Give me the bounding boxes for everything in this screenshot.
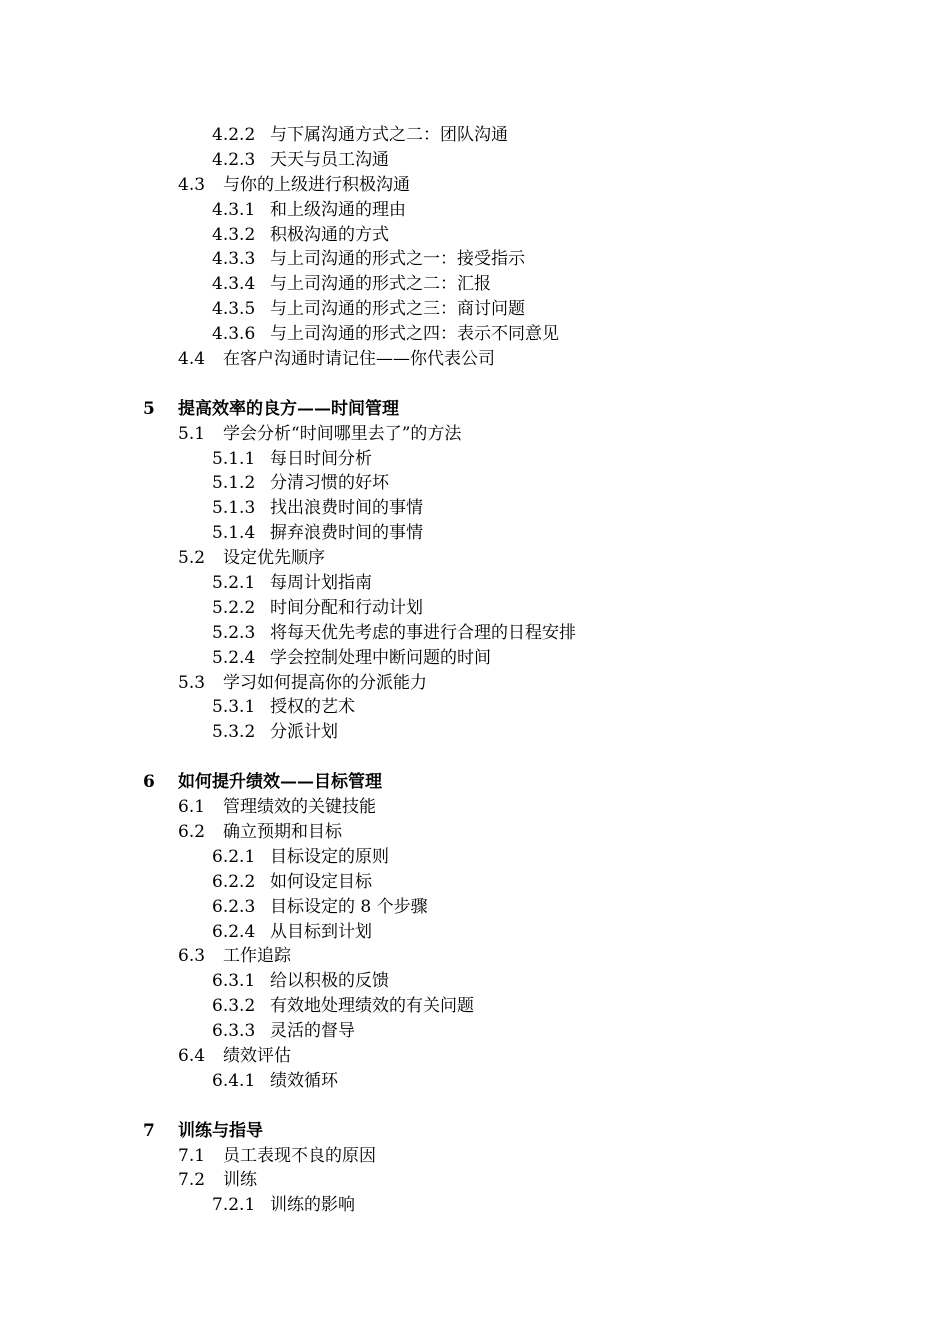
toc-entry-number: 5.1 xyxy=(178,423,206,444)
toc-entry-title: 目标设定的 8 个步骤 xyxy=(270,896,428,917)
toc-entry-title: 绩效循环 xyxy=(270,1070,338,1091)
toc-section-entry xyxy=(0,1144,950,1169)
toc-subsection-entry xyxy=(0,322,950,347)
toc-entry-title: 给以积极的反馈 xyxy=(270,971,389,992)
toc-subsection-entry xyxy=(0,969,950,994)
toc-entry-number: 6.3.2 xyxy=(212,996,256,1017)
toc-section-entry xyxy=(0,1044,950,1069)
toc-subsection-entry xyxy=(0,646,950,671)
toc-entry-title: 如何提升绩效——目标管理 xyxy=(178,772,382,793)
toc-entry-number: 6.1 xyxy=(178,797,206,818)
toc-entry-number: 5.1.4 xyxy=(212,523,256,544)
toc-entry-number: 6.2.3 xyxy=(212,896,256,917)
toc-subsection-entry xyxy=(0,994,950,1019)
toc-subsection-entry xyxy=(0,1193,950,1218)
toc-entry-title: 训练与指导 xyxy=(178,1120,263,1141)
toc-section-entry xyxy=(0,347,950,372)
toc-entry-number: 6.2.4 xyxy=(212,921,256,942)
toc-entry-number: 4.3.1 xyxy=(212,199,256,220)
toc-section-entry xyxy=(0,795,950,820)
toc-entry-number: 7 xyxy=(143,1120,155,1141)
toc-entry-title: 训练 xyxy=(223,1170,257,1191)
toc-entry-title: 天天与员工沟通 xyxy=(270,149,389,170)
toc-entry-number: 7.2 xyxy=(178,1170,206,1191)
toc-subsection-entry xyxy=(0,870,950,895)
toc-entry-number: 5 xyxy=(143,398,155,419)
toc-entry-number: 7.2.1 xyxy=(212,1195,256,1216)
toc-subsection-entry xyxy=(0,920,950,945)
toc-entry-number: 5.2.4 xyxy=(212,647,256,668)
toc-entry-number: 4.3.4 xyxy=(212,274,256,295)
toc-chapter-entry xyxy=(0,770,950,795)
toc-subsection-entry xyxy=(0,223,950,248)
toc-entry-title: 与上司沟通的形式之二：汇报 xyxy=(270,274,491,295)
toc-entry-number: 5.3 xyxy=(178,672,206,693)
toc-entry-title: 学会控制处理中断问题的时间 xyxy=(270,647,491,668)
toc-entry-number: 7.1 xyxy=(178,1145,206,1166)
toc-entry-number: 4.3.2 xyxy=(212,224,256,245)
toc-subsection-entry xyxy=(0,198,950,223)
toc-entry-number: 4.3.3 xyxy=(212,249,256,270)
toc-entry-title: 时间分配和行动计划 xyxy=(270,597,423,618)
toc-entry-title: 管理绩效的关键技能 xyxy=(223,797,376,818)
toc-entry-number: 5.1.2 xyxy=(212,473,256,494)
toc-entry-title: 每日时间分析 xyxy=(270,448,372,469)
toc-entry-number: 6.3 xyxy=(178,946,206,967)
toc-subsection-entry xyxy=(0,695,950,720)
toc-section-entry xyxy=(0,820,950,845)
toc-subsection-entry xyxy=(0,123,950,148)
section-spacer xyxy=(0,372,950,397)
toc-entry-number: 5.1.3 xyxy=(212,498,256,519)
toc-chapter-entry xyxy=(0,1119,950,1144)
toc-entry-number: 5.3.1 xyxy=(212,697,256,718)
toc-entry-number: 5.1.1 xyxy=(212,448,256,469)
toc-section-entry xyxy=(0,671,950,696)
toc-entry-title: 工作追踪 xyxy=(223,946,291,967)
toc-entry-title: 员工表现不良的原因 xyxy=(223,1145,376,1166)
toc-entry-title: 学会分析“时间哪里去了”的方法 xyxy=(223,423,462,444)
toc-subsection-entry xyxy=(0,272,950,297)
toc-entry-title: 分派计划 xyxy=(270,722,338,743)
toc-entry-number: 5.3.2 xyxy=(212,722,256,743)
toc-entry-number: 6.2 xyxy=(178,821,206,842)
toc-entry-title: 灵活的督导 xyxy=(270,1021,355,1042)
toc-subsection-entry xyxy=(0,845,950,870)
toc-entry-title: 如何设定目标 xyxy=(270,871,372,892)
toc-entry-number: 4.3.6 xyxy=(212,324,256,345)
toc-subsection-entry xyxy=(0,895,950,920)
toc-subsection-entry xyxy=(0,596,950,621)
toc-subsection-entry xyxy=(0,571,950,596)
toc-subsection-entry xyxy=(0,720,950,745)
toc-entry-title: 将每天优先考虑的事进行合理的日程安排 xyxy=(270,622,576,643)
toc-entry-title: 有效地处理绩效的有关问题 xyxy=(270,996,474,1017)
toc-entry-title: 设定优先顺序 xyxy=(223,548,325,569)
toc-entry-number: 4.3 xyxy=(178,174,206,195)
toc-entry-title: 和上级沟通的理由 xyxy=(270,199,406,220)
toc-subsection-entry xyxy=(0,1069,950,1094)
toc-entry-number: 6.4.1 xyxy=(212,1070,256,1091)
toc-subsection-entry xyxy=(0,621,950,646)
toc-entry-title: 在客户沟通时请记住——你代表公司 xyxy=(223,349,495,370)
section-spacer xyxy=(0,745,950,770)
toc-subsection-entry xyxy=(0,247,950,272)
toc-subsection-entry xyxy=(0,1019,950,1044)
toc-entry-number: 4.3.5 xyxy=(212,299,256,320)
toc-entry-number: 6 xyxy=(143,772,155,793)
toc-entry-title: 绩效评估 xyxy=(223,1045,291,1066)
toc-chapter-entry xyxy=(0,397,950,422)
toc-entry-number: 5.2.3 xyxy=(212,622,256,643)
toc-subsection-entry xyxy=(0,297,950,322)
toc-entry-title: 分清习惯的好坏 xyxy=(270,473,389,494)
toc-section-entry xyxy=(0,1168,950,1193)
toc-entry-title: 从目标到计划 xyxy=(270,921,372,942)
toc-entry-number: 6.3.1 xyxy=(212,971,256,992)
toc-subsection-entry xyxy=(0,521,950,546)
toc-section-entry xyxy=(0,944,950,969)
section-spacer xyxy=(0,1094,950,1119)
toc-entry-number: 6.2.1 xyxy=(212,846,256,867)
toc-entry-title: 找出浪费时间的事情 xyxy=(270,498,423,519)
toc-subsection-entry xyxy=(0,447,950,472)
toc-entry-title: 与下属沟通方式之二：团队沟通 xyxy=(270,125,508,145)
toc-entry-title: 学习如何提高你的分派能力 xyxy=(223,672,427,693)
toc-entry-number: 6.3.3 xyxy=(212,1021,256,1042)
toc-entry-title: 摒弃浪费时间的事情 xyxy=(270,523,423,544)
toc-subsection-entry xyxy=(0,148,950,173)
toc-entry-number: 5.2 xyxy=(178,548,206,569)
toc-entry-title: 确立预期和目标 xyxy=(223,821,342,842)
toc-entry-title: 训练的影响 xyxy=(270,1195,355,1216)
toc-entry-title: 目标设定的原则 xyxy=(270,846,389,867)
toc-section-entry xyxy=(0,173,950,198)
toc-entry-number: 5.2.1 xyxy=(212,573,256,594)
toc-entry-title: 与上司沟通的形式之一：接受指示 xyxy=(270,249,525,270)
toc-subsection-entry xyxy=(0,496,950,521)
toc-entry-title: 提高效率的良方——时间管理 xyxy=(178,398,399,419)
toc-entry-title: 积极沟通的方式 xyxy=(270,224,389,245)
toc-entry-number: 6.4 xyxy=(178,1045,206,1066)
toc-entry-title: 授权的艺术 xyxy=(270,697,355,718)
table-of-contents xyxy=(0,123,950,1218)
toc-subsection-entry xyxy=(0,471,950,496)
toc-entry-number: 6.2.2 xyxy=(212,871,256,892)
toc-entry-title: 与你的上级进行积极沟通 xyxy=(223,174,410,195)
toc-entry-title: 与上司沟通的形式之四：表示不同意见 xyxy=(270,324,559,345)
toc-entry-number: 4.2.2 xyxy=(212,125,256,145)
toc-entry-number: 4.4 xyxy=(178,349,206,370)
toc-entry-title: 与上司沟通的形式之三：商讨问题 xyxy=(270,299,525,320)
toc-section-entry xyxy=(0,546,950,571)
toc-section-entry xyxy=(0,422,950,447)
toc-entry-title: 每周计划指南 xyxy=(270,573,372,594)
toc-entry-number: 5.2.2 xyxy=(212,597,256,618)
toc-entry-number: 4.2.3 xyxy=(212,149,256,170)
